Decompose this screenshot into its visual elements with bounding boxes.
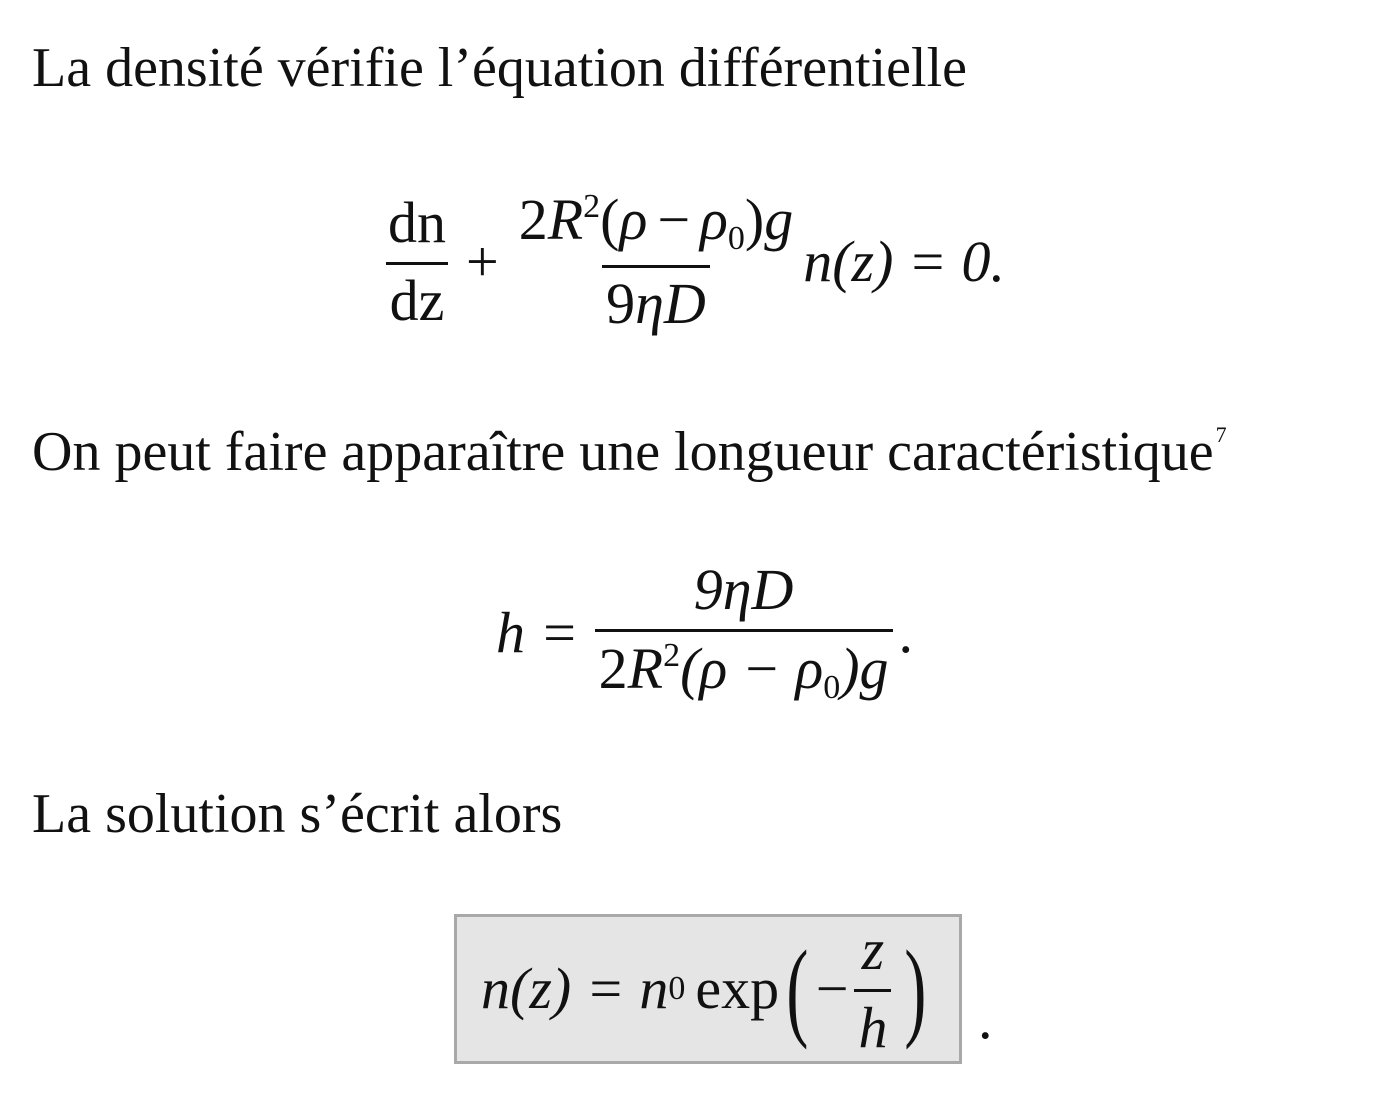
- exponent-fraction: [854, 916, 891, 1060]
- solution-equation: [481, 917, 934, 1061]
- footnote-mark: 7: [1215, 422, 1227, 447]
- plus-operator: +: [466, 229, 499, 294]
- intro-text: La densité vérifie l’équation différentielle: [32, 37, 967, 99]
- intro-paragraph: [32, 37, 967, 99]
- coefficient-fraction: [515, 189, 798, 335]
- equation-tail: n(z) = 0.: [803, 229, 1006, 294]
- exponent-denominator: h: [854, 989, 891, 1059]
- left-paren: (: [786, 928, 809, 1050]
- derivative-fraction: [384, 189, 450, 333]
- length-denominator: $2R^2(\rho - \rho_0)g$: [595, 629, 893, 706]
- length-numerator: 9ηD: [693, 557, 794, 623]
- length-text: On peut faire apparaître une longueur caractéristique: [32, 421, 1214, 483]
- solution-text: La solution s’écrit alors: [32, 783, 563, 845]
- length-fraction: [595, 557, 893, 707]
- solution-lhs: n(z) = n: [481, 956, 669, 1021]
- solution-subscript: 0: [668, 970, 686, 1007]
- derivative-numerator: dn: [388, 189, 446, 255]
- length-period: .: [898, 600, 914, 665]
- differential-equation: [378, 182, 1005, 342]
- exponent-numerator: z: [861, 916, 885, 982]
- boxed-solution: [454, 914, 962, 1064]
- length-equation: [496, 548, 913, 718]
- solution-paragraph: [32, 783, 563, 845]
- exp-function: exp: [695, 956, 780, 1021]
- right-paren: ): [904, 928, 927, 1050]
- coefficient-denominator: 9ηD: [602, 265, 710, 335]
- solution-period: .: [978, 986, 993, 1051]
- length-lhs: h =: [496, 600, 579, 665]
- coefficient-numerator: $2R^2(\rho - \rho_0)g$: [518, 187, 794, 258]
- length-paragraph: [32, 421, 1227, 483]
- derivative-denominator: dz: [386, 262, 449, 332]
- solution-minus: −: [815, 956, 849, 1021]
